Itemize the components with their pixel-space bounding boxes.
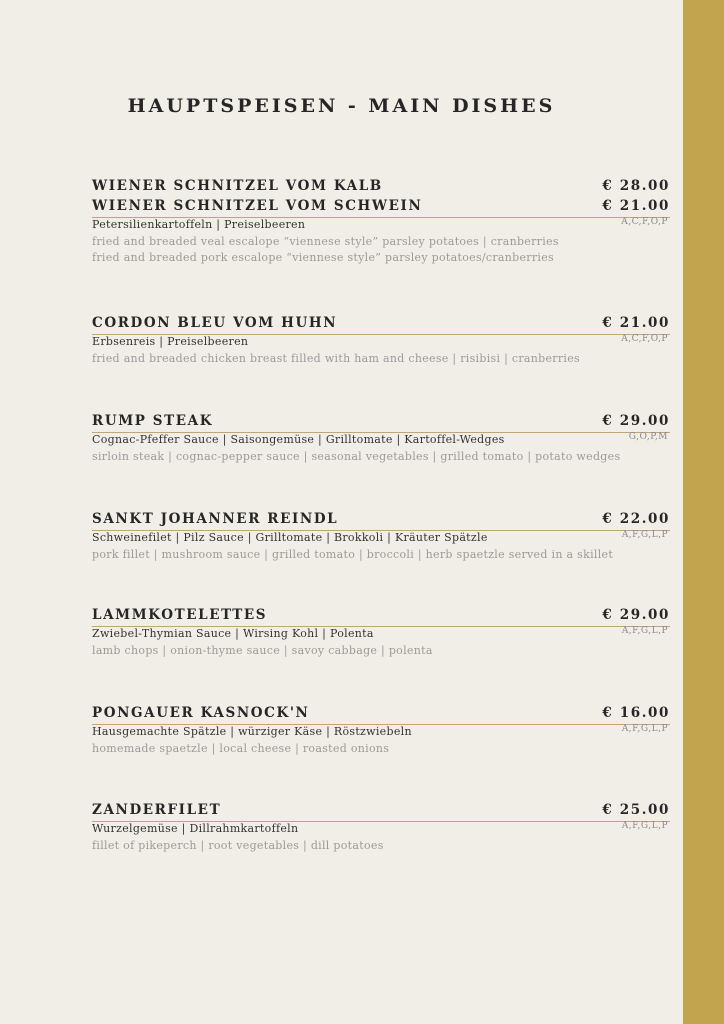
allergen-codes: A,C,F,O,P	[621, 334, 668, 344]
menu-item-cordon-bleu	[92, 315, 670, 367]
dish-detail-row	[92, 433, 670, 449]
dish-price: € 28.00	[602, 178, 670, 194]
dish-detail-row	[92, 531, 670, 547]
allergen-codes: G,O,P,M	[628, 432, 668, 442]
dish-description-english: fillet of pikeperch | root vegetables | dill potatoes	[92, 839, 384, 852]
page-title: HAUPTSPEISEN - MAIN DISHES	[127, 95, 556, 117]
dish-detail-row	[92, 218, 670, 234]
dish-name: CORDON BLEU VOM HUHN	[92, 315, 338, 331]
dish-description-german: Zwiebel-Thymian Sauce | Wirsing Kohl | Polenta	[92, 627, 374, 640]
dish-name-row	[92, 315, 670, 335]
dish-description-english: pork fillet | mushroom sauce | grilled tomato | broccoli | herb spaetzle served in a skillet	[92, 548, 614, 561]
dish-description-english: lamb chops | onion-thyme sauce | savoy cabbage | polenta	[92, 644, 433, 657]
dish-name: SANKT JOHANNER REINDL	[92, 511, 339, 527]
dish-detail-row	[92, 627, 670, 643]
dish-detail-row	[92, 822, 670, 838]
dish-name: LAMMKOTELETTES	[92, 607, 268, 623]
menu-item-pongauer-kasnockn	[92, 705, 670, 757]
dish-detail-row	[92, 725, 670, 741]
dish-description-german: Wurzelgemüse | Dillrahmkartoffeln	[92, 822, 299, 835]
dish-price: € 21.00	[602, 198, 670, 214]
dish-detail-row	[92, 335, 670, 351]
dish-description-german: Schweinefilet | Pilz Sauce | Grilltomate | Brokkoli | Kräuter Spätzle	[92, 531, 488, 544]
dish-price: € 25.00	[602, 802, 670, 818]
dish-name-row	[92, 178, 670, 198]
allergen-codes: A,F,G,L,P	[621, 530, 668, 540]
dish-description-german: Hausgemachte Spätzle | würziger Käse | Röstzwiebeln	[92, 725, 412, 738]
dish-name-row	[92, 511, 670, 531]
dish-description-german: Cognac-Pfeffer Sauce | Saisongemüse | Grilltomate | Kartoffel-Wedges	[92, 433, 505, 446]
dish-name: RUMP STEAK	[92, 413, 214, 429]
menu-item-zanderfilet	[92, 802, 670, 854]
menu-item-wiener-schnitzel	[92, 178, 670, 266]
dish-name-row	[92, 802, 670, 822]
gold-accent-bar	[683, 0, 724, 1024]
dish-description-german: Erbsenreis | Preiselbeeren	[92, 335, 249, 348]
dish-price: € 29.00	[602, 413, 670, 429]
dish-description-english: fried and breaded pork escalope “viennese style” parsley potatoes/cranberries	[92, 251, 554, 264]
menu-item-lammkotelettes	[92, 607, 670, 659]
allergen-codes: A,F,G,L,P	[621, 821, 668, 831]
dish-description-english: homemade spaetzle | local cheese | roasted onions	[92, 742, 390, 755]
dish-description-english: sirloin steak | cognac-pepper sauce | seasonal vegetables | grilled tomato | potato wedges	[92, 450, 621, 463]
dish-name-row	[92, 413, 670, 433]
dish-name-row	[92, 607, 670, 627]
dish-description-german: Petersilienkartoffeln | Preiselbeeren	[92, 218, 306, 231]
dish-name-row	[92, 198, 670, 218]
dish-name: WIENER SCHNITZEL VOM KALB	[92, 178, 383, 194]
allergen-codes: A,F,G,L,P	[621, 724, 668, 734]
allergen-codes: A,F,G,L,P	[621, 626, 668, 636]
menu-item-rump-steak	[92, 413, 670, 465]
dish-name: PONGAUER KASNOCK'N	[92, 705, 310, 721]
dish-name: ZANDERFILET	[92, 802, 222, 818]
dish-name-row	[92, 705, 670, 725]
menu-item-sankt-johanner-reindl	[92, 511, 670, 563]
dish-price: € 21.00	[602, 315, 670, 331]
dish-name: WIENER SCHNITZEL VOM SCHWEIN	[92, 198, 423, 214]
dish-price: € 16.00	[602, 705, 670, 721]
dish-description-english: fried and breaded chicken breast filled with ham and cheese | risibisi | cranberries	[92, 352, 580, 365]
allergen-codes: A,C,F,O,P	[621, 217, 668, 227]
dish-price: € 22.00	[602, 511, 670, 527]
dish-price: € 29.00	[602, 607, 670, 623]
dish-description-english: fried and breaded veal escalope “viennese style” parsley potatoes | cranberries	[92, 235, 559, 248]
